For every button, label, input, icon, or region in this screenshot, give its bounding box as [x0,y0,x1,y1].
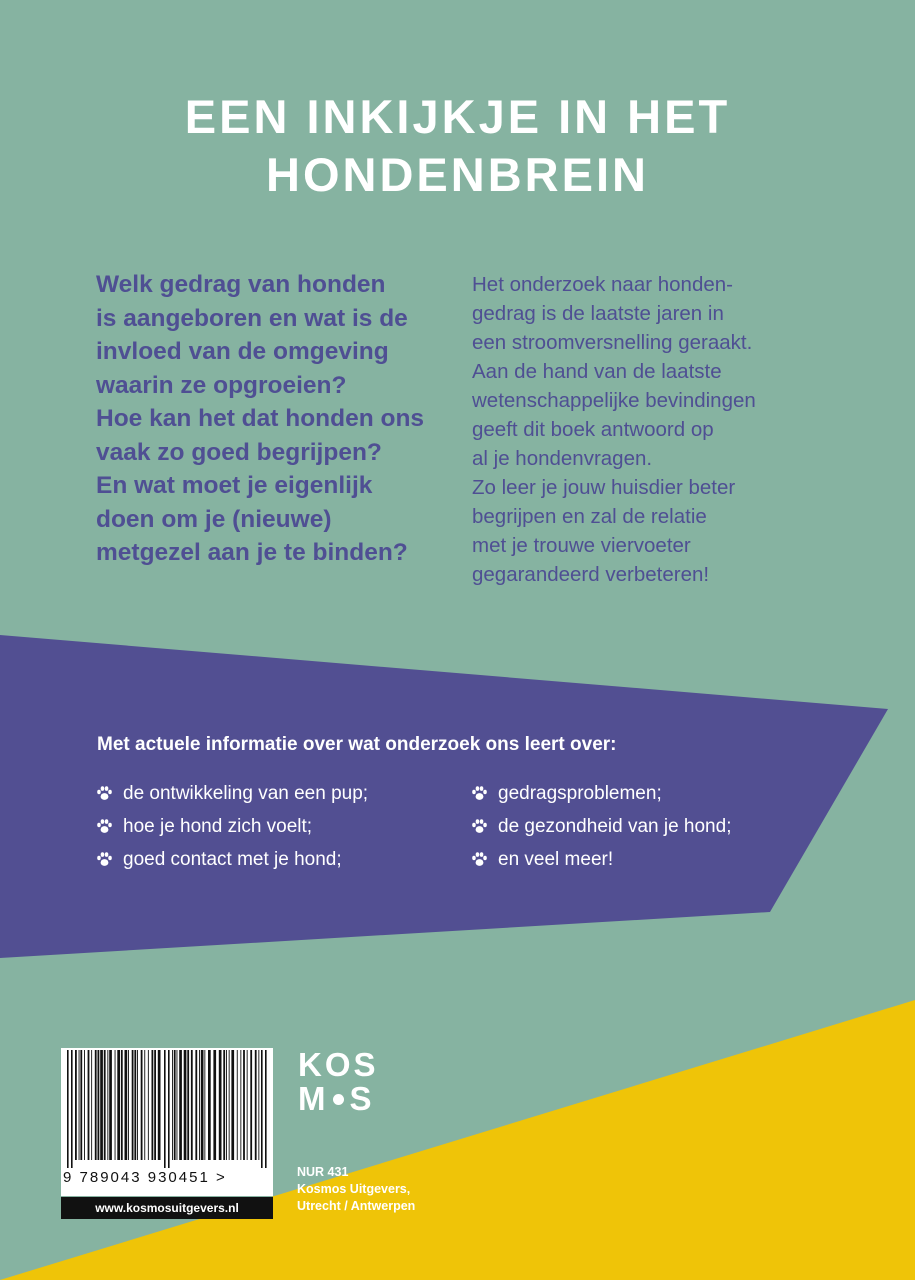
description-line: een stroomversnelling geraakt. [472,331,753,354]
paw-icon [471,851,488,868]
barcode-bars [65,1050,269,1168]
feature-item [96,843,368,876]
intro-line: En wat moet je eigenlijk [96,472,373,499]
barcode-bar [158,1050,161,1160]
description-line: Zo leer je jouw huisdier beter [472,476,736,499]
barcode-bar [75,1050,77,1160]
barcode-bar [88,1050,90,1160]
description-line: met je trouwe viervoeter [472,534,691,557]
feature-text: de ontwikkeling van een pup; [123,782,369,804]
barcode-bar [132,1050,134,1160]
barcode-bar [204,1050,205,1160]
barcode-bar [137,1050,138,1160]
feature-text: en veel meer! [498,848,614,870]
intro-line: is aangeboren en wat is de [96,304,408,332]
barcode-bar [79,1050,80,1160]
barcode-bar [172,1050,173,1160]
barcode-bar [247,1050,248,1160]
barcode [61,1048,273,1196]
title-line: HONDENBREIN [266,148,649,201]
barcode-bar [152,1050,154,1160]
description-line: gegarandeerd verbeteren! [472,563,710,586]
nur-code: NUR 431 [297,1165,349,1179]
isbn-number: 9 789043 930451 > [63,1169,227,1186]
description-line: Het onderzoek naar honden- [472,273,733,296]
intro-line: Welk gedrag van honden [96,271,386,298]
barcode-bar [231,1050,234,1160]
barcode-bar [168,1050,170,1168]
logo-letter: S [349,1080,375,1117]
paw-icon [471,785,488,802]
barcode-bar [255,1050,257,1160]
intro-line: waarin ze opgroeien? [96,371,347,399]
paw-icon [471,818,488,835]
feature-item [96,777,368,810]
features-list-left [96,777,368,876]
paw-icon [96,851,113,868]
barcode-bar [144,1050,145,1160]
barcode-bar [265,1050,267,1168]
kosmos-logo [298,1048,398,1120]
barcode-bar [67,1050,69,1168]
intro-description [472,270,872,589]
barcode-bar [148,1050,149,1160]
features-list-right [471,777,731,876]
feature-item [96,810,368,843]
barcode-bar [91,1050,92,1160]
barcode-bar [154,1050,156,1160]
feature-text: hoe je hond zich voelt; [123,815,313,837]
book-title [0,88,915,204]
barcode-bar [128,1050,129,1160]
barcode-bar [187,1050,189,1160]
publisher-name: Kosmos Uitgevers, [297,1182,411,1196]
feature-text: de gezondheid van je hond; [498,815,732,837]
feature-item [471,843,731,876]
feature-item [471,777,731,810]
barcode-bar [84,1050,85,1160]
barcode-bar [121,1050,123,1160]
barcode-bar [191,1050,193,1160]
barcode-bar [195,1050,197,1160]
barcode-bar [80,1050,82,1160]
publisher-info [297,1164,457,1215]
barcode-bar [250,1050,252,1160]
barcode-bar [100,1050,103,1160]
logo-dot-icon [333,1094,344,1105]
barcode-bar [258,1050,259,1160]
intro-line: vaak zo goed begrijpen? [96,438,382,466]
barcode-bar [201,1050,204,1160]
publisher-location: Utrecht / Antwerpen [297,1199,416,1213]
barcode-bar [141,1050,143,1160]
logo-row-2 [298,1082,398,1116]
barcode-bar [243,1050,245,1160]
paw-icon [96,785,113,802]
barcode-bar [219,1050,222,1160]
barcode-bar [125,1050,128,1160]
barcode-bar [95,1050,97,1160]
barcode-bar [115,1050,116,1160]
barcode-bar [71,1050,73,1168]
intro-questions [96,268,466,570]
title-line: EEN INKIJKJE IN HET [184,90,731,143]
barcode-bar [208,1050,211,1160]
barcode-bar [107,1050,108,1160]
barcode-bar [213,1050,216,1160]
feature-text: goed contact met je hond; [123,848,342,870]
barcode-bar [184,1050,187,1160]
barcode-bar [179,1050,182,1160]
feature-text: gedragsproblemen; [498,782,662,804]
intro-line: Hoe kan het dat honden ons [96,405,425,432]
barcode-bar [199,1050,200,1160]
intro-line: invloed van de omgeving [96,338,389,365]
intro-line: doen om je (nieuwe) [96,505,332,533]
intro-line: metgezel aan je te binden? [96,539,408,566]
description-line: wetenschappelijke bevindingen [472,389,756,412]
features-heading: Met actuele informatie over wat onderzoek ons leert over: [97,734,617,755]
barcode-bar [117,1050,120,1160]
paw-icon [96,818,113,835]
description-line: begrijpen en zal de relatie [472,505,707,528]
barcode-bar [240,1050,241,1160]
description-line: al je hondenvragen. [472,447,653,470]
barcode-bar [98,1050,100,1160]
barcode-bar [109,1050,112,1160]
feature-item [471,810,731,843]
description-line: gedrag is de laatste jaren in [472,302,724,325]
barcode-bar [226,1050,227,1160]
barcode-bar [174,1050,176,1160]
barcode-bar [261,1050,263,1168]
barcode-bar [134,1050,136,1160]
barcode-bar [237,1050,238,1160]
barcode-bar [164,1050,166,1168]
barcode-bar [177,1050,178,1160]
website-url: www.kosmosuitgevers.nl [61,1197,273,1219]
description-line: Aan de hand van de laatste [472,360,722,383]
logo-letter: M [298,1080,329,1117]
description-line: geeft dit boek antwoord op [472,418,714,441]
barcode-bar [229,1050,230,1160]
logo-row-1: KOS [298,1046,379,1083]
barcode-bar [104,1050,106,1160]
barcode-bar [223,1050,225,1160]
